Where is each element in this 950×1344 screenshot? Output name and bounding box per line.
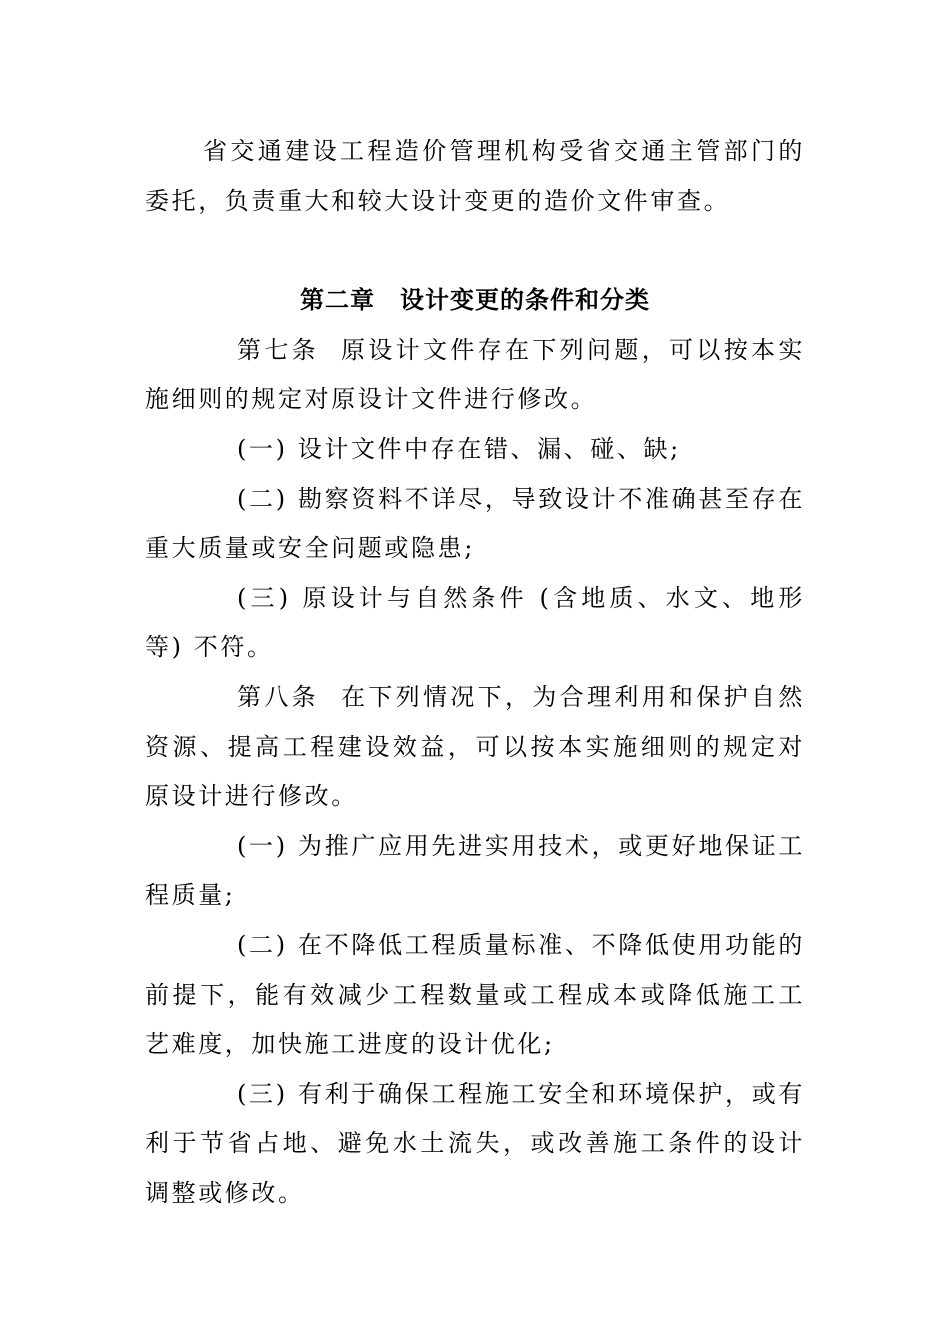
article-8-label: 第八条 <box>237 682 320 711</box>
article-8-text: 在下列情况下，为合理利用和保护自然资源、提高工程建设效益，可以按本实施细则的规定对原设计进行修改。 <box>145 682 805 811</box>
article-8-paragraph <box>145 673 805 822</box>
article-8-item-1: (一) 为推广应用先进实用技术，或更好地保证工程质量; <box>145 831 805 910</box>
document-page <box>145 127 805 1218</box>
article-8-item-2: (二) 在不降低工程质量标准、不降低使用功能的前提下，能有效减少工程数量或工程成本或降低施工工艺难度，加快施工进度的设计优化; <box>145 930 805 1059</box>
chapter-heading: 第二章 设计变更的条件和分类 <box>300 286 650 315</box>
article-7-item-2: (二) 勘察资料不详尽，导致设计不准确甚至存在重大质量或安全问题或隐患; <box>145 484 805 563</box>
article-7-item-1: (一) 设计文件中存在错、漏、碰、缺; <box>237 434 681 463</box>
article-7-paragraph <box>145 326 805 425</box>
intro-paragraph: 省交通建设工程造价管理机构受省交通主管部门的委托，负责重大和较大设计变更的造价文件审查。 <box>145 137 805 215</box>
article-7-item-3: (三) 原设计与自然条件 (含地质、水文、地形等) 不符。 <box>145 583 805 662</box>
article-7-text: 原设计文件存在下列问题，可以按本实施细则的规定对原设计文件进行修改。 <box>145 335 805 414</box>
article-8-item-3: (三) 有利于确保工程施工安全和环境保护，或有利于节省占地、避免水土流失，或改善施工条件的设计调整或修改。 <box>145 1079 805 1207</box>
article-7-label: 第七条 <box>237 335 320 364</box>
